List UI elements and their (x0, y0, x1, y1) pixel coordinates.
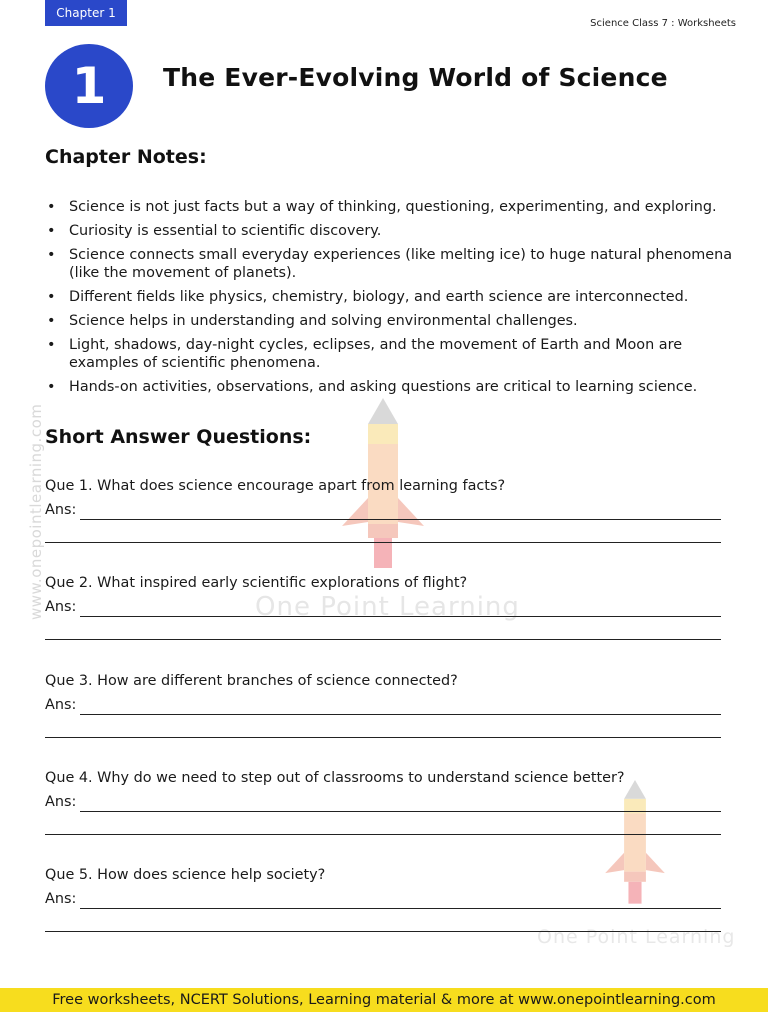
list-item (45, 246, 735, 282)
footer-banner[interactable]: Free worksheets, NCERT Solutions, Learning material & more at www.onepointlearning.com (0, 988, 768, 1012)
center-watermark: One Point Learning (255, 592, 520, 622)
question-text: Que 1. What does science encourage apart from learning facts? (45, 478, 506, 494)
list-item (45, 198, 735, 216)
answer-row (45, 695, 721, 715)
question-text: Que 5. How does science help society? (45, 867, 326, 884)
page-title: The Ever-Evolving World of Science (163, 63, 668, 92)
question-item (45, 671, 721, 768)
answer-label: Ans: (45, 696, 77, 713)
list-item (45, 378, 735, 396)
note-text: Science helps in understanding and solving environmental challenges. (69, 313, 578, 329)
answer-line[interactable] (80, 503, 721, 520)
bullet-icon: • (47, 199, 56, 215)
questions-list (45, 476, 721, 962)
answer-line[interactable] (80, 698, 721, 715)
list-item (45, 288, 735, 306)
answer-row (45, 889, 721, 909)
list-item (45, 336, 735, 372)
chapter-notes-list (45, 198, 735, 402)
note-text: Hands-on activities, observations, and asking questions are critical to learning science. (69, 379, 698, 395)
note-text: Science is not just facts but a way of thinking, questioning, experimenting, and exploring. (69, 199, 717, 215)
bottom-right-watermark: One Point Learning (537, 926, 736, 948)
answer-line[interactable] (45, 812, 721, 835)
bullet-icon: • (47, 247, 56, 263)
question-item (45, 476, 721, 573)
answer-line[interactable] (80, 892, 721, 909)
bullet-icon: • (47, 313, 56, 329)
bullet-icon: • (47, 289, 56, 305)
list-item (45, 222, 735, 240)
chapter-tab: Chapter 1 (45, 0, 127, 26)
answer-label: Ans: (45, 891, 77, 908)
note-text: Curiosity is essential to scientific discovery. (69, 223, 382, 239)
question-text: Que 4. Why do we need to step out of classrooms to understand science better? (45, 769, 625, 786)
answer-line[interactable] (80, 600, 721, 617)
short-answer-heading: Short Answer Questions: (45, 426, 312, 448)
question-item (45, 865, 721, 962)
answer-row (45, 500, 721, 520)
answer-row (45, 792, 721, 812)
answer-line[interactable] (45, 909, 721, 932)
answer-label: Ans: (45, 599, 77, 616)
chapter-number-badge: 1 (45, 44, 133, 128)
answer-label: Ans: (45, 793, 77, 810)
bullet-icon: • (47, 379, 56, 395)
question-text: Que 3. How are different branches of science connected? (45, 672, 458, 689)
answer-row (45, 597, 721, 617)
worksheet-header: Science Class 7 : Worksheets (590, 18, 736, 29)
list-item (45, 312, 735, 330)
question-text: Que 2. What inspired early scientific explorations of flight? (45, 575, 468, 592)
note-text: Light, shadows, day-night cycles, eclipses, and the movement of Earth and Moon are examples of scientific phenomena. (69, 337, 683, 371)
note-text: Science connects small everyday experiences (like melting ice) to huge natural phenomena (like the movement of planets). (69, 247, 733, 281)
answer-line[interactable] (45, 617, 721, 640)
question-item (45, 573, 721, 670)
note-text: Different fields like physics, chemistry, biology, and earth science are interconnected. (69, 289, 689, 305)
side-watermark: www.onepointlearning.com (27, 403, 45, 620)
answer-line[interactable] (45, 520, 721, 543)
answer-line[interactable] (45, 715, 721, 738)
bullet-icon: • (47, 337, 56, 353)
question-item (45, 768, 721, 865)
answer-label: Ans: (45, 502, 77, 518)
answer-line[interactable] (80, 795, 721, 812)
bullet-icon: • (47, 223, 56, 239)
chapter-notes-heading: Chapter Notes: (45, 146, 207, 168)
